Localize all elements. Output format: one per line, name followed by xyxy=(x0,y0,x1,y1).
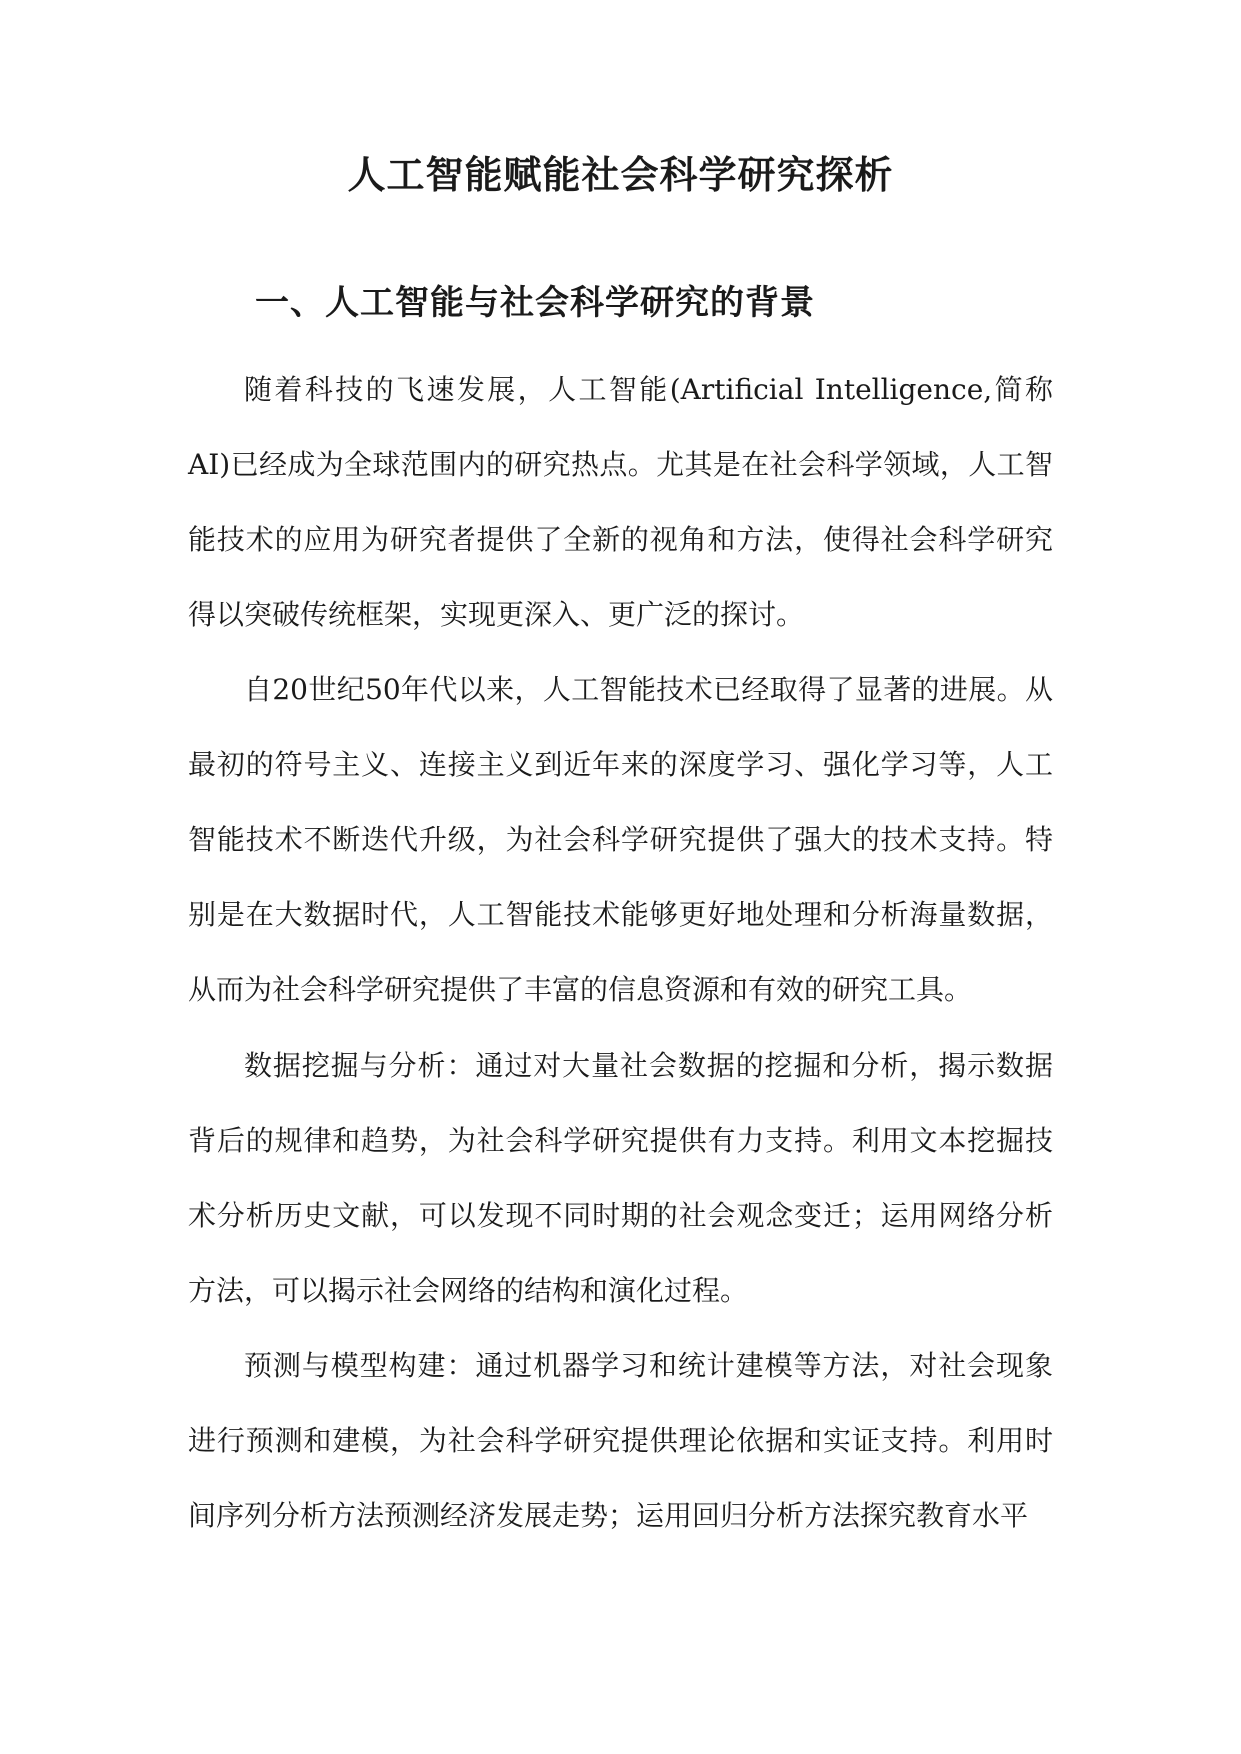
document-title: 人工智能赋能社会科学研究探析 xyxy=(347,152,894,197)
paragraph-1: 随着科技的飞速发展，人工智能(Artificial Intelligence,简称AI)已经成为全球范围内的研究热点。尤其是在社会科学领域，人工智能技术的应用为研究者提供了全新的视角和方法，使得社会科学研究得以突破传统框架，实现更深入、更广泛的探讨。 xyxy=(188,373,1053,631)
paragraph-4: 预测与模型构建：通过机器学习和统计建模等方法，对社会现象进行预测和建模，为社会科学研究提供理论依据和实证支持。利用时间序列分析方法预测经济发展走势；运用回归分析方法探究教育水平 xyxy=(188,1349,1053,1532)
section-heading: 一、人工智能与社会科学研究的背景 xyxy=(255,283,815,323)
paragraph-2: 自20世纪50年代以来，人工智能技术已经取得了显著的进展。从最初的符号主义、连接主义到近年来的深度学习、强化学习等，人工智能技术不断迭代升级，为社会科学研究提供了强大的技术支持。特别是在大数据时代，人工智能技术能够更好地处理和分析海量数据，从而为社会科学研究提供了丰富的信息资源和有效的研究工具。 xyxy=(188,673,1053,1006)
paragraph-3: 数据挖掘与分析：通过对大量社会数据的挖掘和分析，揭示数据背后的规律和趋势，为社会科学研究提供有力支持。利用文本挖掘技术分析历史文献，可以发现不同时期的社会观念变迁；运用网络分析方法，可以揭示社会网络的结构和演化过程。 xyxy=(188,1049,1053,1307)
